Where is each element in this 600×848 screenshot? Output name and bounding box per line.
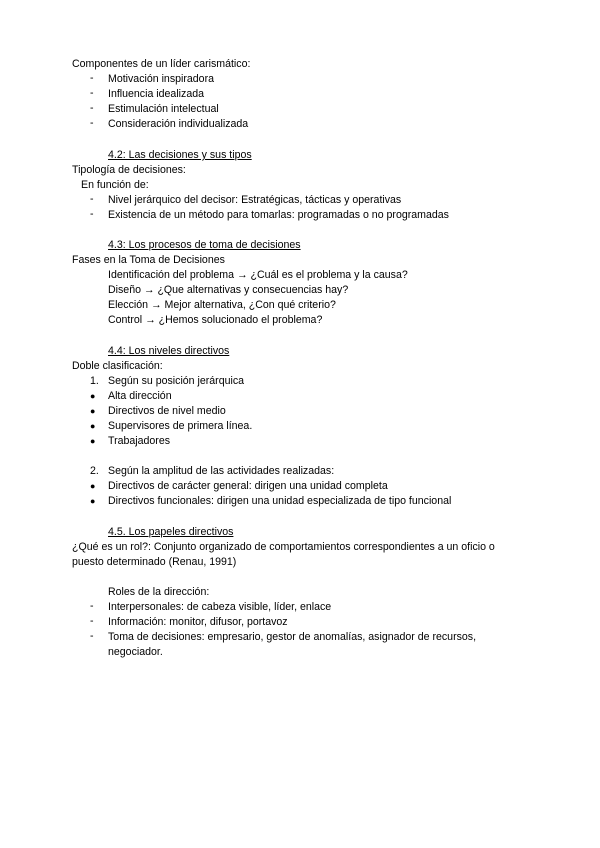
list-item-continuation: negociador. <box>108 646 163 658</box>
list-item: Estimulación intelectual <box>108 103 219 115</box>
double-classification-label: Doble clasificación: <box>72 360 163 372</box>
section-title-4-4: 4.4: Los niveles directivos <box>108 345 230 357</box>
list-item: Directivos de carácter general: dirigen una unidad completa <box>108 480 388 492</box>
section-title-4-5: 4.5. Los papeles directivos <box>108 526 234 538</box>
phase-line: Control → ¿Hemos solucionado el problema? <box>108 314 323 326</box>
list-title: Según la amplitud de las actividades realizadas: <box>108 465 335 477</box>
role-definition-line: ¿Qué es un rol?: Conjunto organizado de comportamientos correspondientes a un oficio o <box>72 541 495 553</box>
list-item: Alta dirección <box>108 390 172 402</box>
dash-marker: - <box>90 208 94 220</box>
dash-marker: - <box>90 193 94 205</box>
decision-typology-label: Tipología de decisiones: <box>72 164 186 176</box>
list-item: Motivación inspiradora <box>108 73 214 85</box>
dash-marker: - <box>90 615 94 627</box>
dash-marker: - <box>90 102 94 114</box>
list-number: 1. <box>90 375 99 387</box>
list-item: Existencia de un método para tomarlas: programadas o no programadas <box>108 209 449 221</box>
leader-components-heading: Componentes de un líder carismático: <box>72 58 251 70</box>
list-item: Interpersonales: de cabeza visible, líder, enlace <box>108 601 332 613</box>
list-title: Según su posición jerárquica <box>108 375 245 387</box>
bullet-marker: ● <box>90 421 96 431</box>
list-item: Información: monitor, difusor, portavoz <box>108 616 288 628</box>
bullet-marker: ● <box>90 406 96 416</box>
phase-line: Elección → Mejor alternativa, ¿Con qué criterio? <box>108 299 336 311</box>
bullet-marker: ● <box>90 481 96 491</box>
decision-phases-label: Fases en la Toma de Decisiones <box>72 254 225 266</box>
bullet-marker: ● <box>90 496 96 506</box>
dash-marker: - <box>90 87 94 99</box>
dash-marker: - <box>90 630 94 642</box>
bullet-marker: ● <box>90 391 96 401</box>
dash-marker: - <box>90 72 94 84</box>
role-definition-line: puesto determinado (Renau, 1991) <box>72 556 237 568</box>
list-item: Trabajadores <box>108 435 171 447</box>
list-item: Directivos de nivel medio <box>108 405 226 417</box>
dash-marker: - <box>90 117 94 129</box>
list-item: Influencia idealizada <box>108 88 205 100</box>
list-item: Consideración individualizada <box>108 118 249 130</box>
list-number: 2. <box>90 465 99 477</box>
section-title-4-2: 4.2: Las decisiones y sus tipos <box>108 149 252 161</box>
list-item: Nivel jerárquico del decisor: Estratégicas, tácticas y operativas <box>108 194 402 206</box>
function-of-label: En función de: <box>81 179 149 191</box>
list-item: Toma de decisiones: empresario, gestor de anomalías, asignador de recursos, <box>108 631 477 643</box>
phase-line: Identificación del problema → ¿Cuál es el problema y la causa? <box>108 269 408 281</box>
list-item: Directivos funcionales: dirigen una unidad especializada de tipo funcional <box>108 495 452 507</box>
bullet-marker: ● <box>90 436 96 446</box>
phase-line: Diseño → ¿Que alternativas y consecuencias hay? <box>108 284 349 296</box>
management-roles-heading: Roles de la dirección: <box>108 586 210 598</box>
dash-marker: - <box>90 600 94 612</box>
section-title-4-3: 4.3: Los procesos de toma de decisiones <box>108 239 301 251</box>
list-item: Supervisores de primera línea. <box>108 420 253 432</box>
